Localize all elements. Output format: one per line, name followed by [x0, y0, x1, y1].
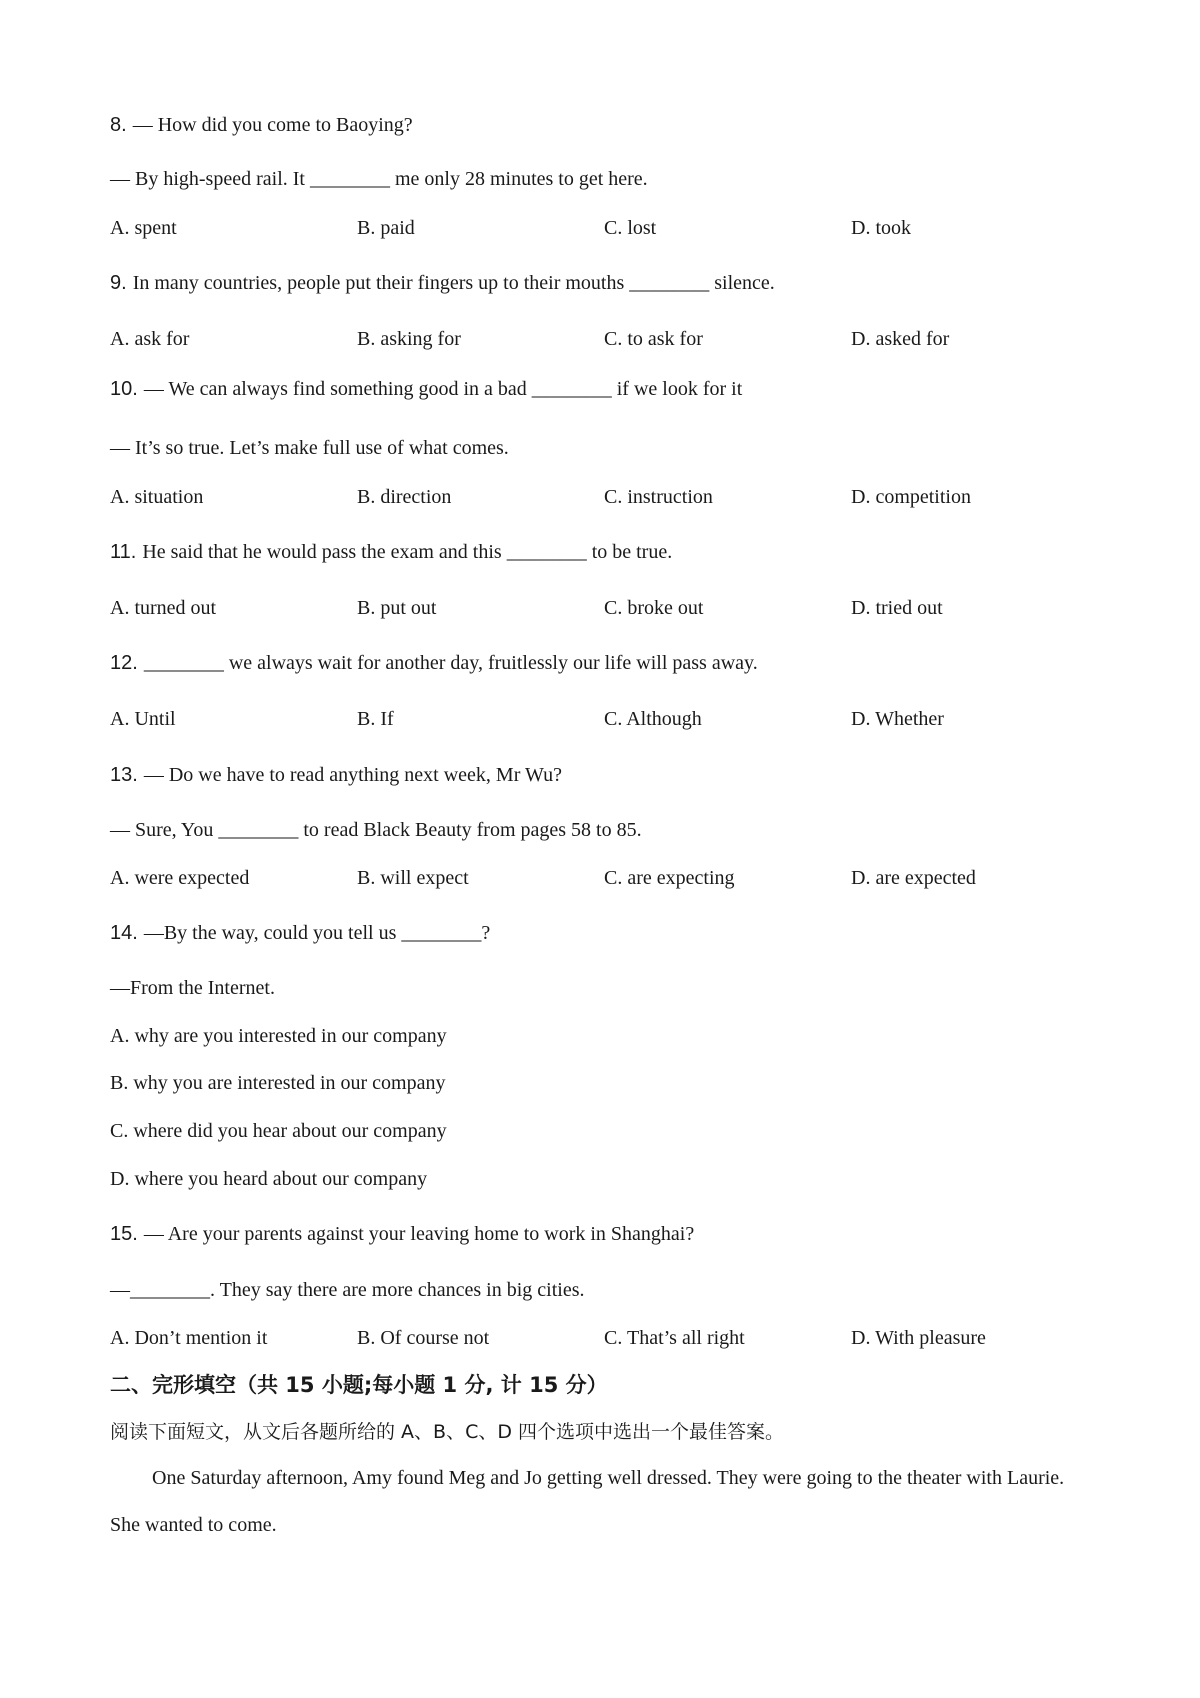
option-b: B. put out [357, 597, 437, 619]
question-15-stem: 15. — Are your parents against your leaving home to work in Shanghai? [110, 1223, 695, 1245]
option-c: C. That’s all right [604, 1327, 745, 1349]
question-14-reply: —From the Internet. [110, 977, 275, 999]
option-a: A. turned out [110, 597, 217, 619]
option-d: D. asked for [851, 328, 950, 350]
question-number: 14. [110, 922, 138, 944]
option-a: A. Until [110, 708, 176, 730]
option-a: A. were expected [110, 867, 250, 889]
option-d: D. took [851, 217, 911, 239]
question-13-reply: — Sure, You ________ to read Black Beauty from pages 58 to 85. [110, 819, 642, 841]
passage-paragraph: One Saturday afternoon, Amy found Meg and Jo getting well dressed. They were going to the theater with Laurie. She wanted to come. [110, 1467, 1065, 1536]
option-c: C. lost [604, 217, 657, 239]
option-c: C. where did you hear about our company [110, 1120, 447, 1142]
question-number: 11. [110, 541, 137, 563]
option-d: D. Whether [851, 708, 944, 730]
option-d: D. With pleasure [851, 1327, 986, 1349]
question-14-stem: 14. —By the way, could you tell us ________? [110, 922, 491, 944]
question-10-stem: 10. — We can always find something good in a bad ________ if we look for it [110, 378, 743, 400]
option-d: D. are expected [851, 867, 976, 889]
option-c: C. are expecting [604, 867, 735, 889]
section-heading: 二、完形填空（共 15 小题;每小题 1 分, 计 15 分） [110, 1373, 608, 1397]
question-9-stem: 9. In many countries, people put their fingers up to their mouths ________ silence. [110, 272, 775, 294]
question-15-reply: —________. They say there are more chances in big cities. [110, 1279, 585, 1301]
question-8-stem: 8. — How did you come to Baoying? [110, 114, 413, 136]
option-b: B. If [357, 708, 394, 730]
question-number: 8. [110, 114, 127, 136]
question-10-reply: — It’s so true. Let’s make full use of what comes. [110, 437, 509, 459]
option-b: B. Of course not [357, 1327, 490, 1349]
option-a: A. spent [110, 217, 177, 239]
question-number: 13. [110, 764, 138, 786]
option-a: A. situation [110, 486, 204, 508]
option-b: B. direction [357, 486, 452, 508]
option-a: A. ask for [110, 328, 190, 350]
option-c: C. Although [604, 708, 702, 730]
question-11-stem: 11. He said that he would pass the exam and this ________ to be true. [110, 541, 673, 563]
question-number: 9. [110, 272, 127, 294]
section-instruction: 阅读下面短文，从文后各题所给的 A、B、C、D 四个选项中选出一个最佳答案。 [110, 1421, 785, 1443]
option-c: C. broke out [604, 597, 704, 619]
option-a: A. Don’t mention it [110, 1327, 268, 1349]
option-b: B. why you are interested in our company [110, 1072, 446, 1094]
option-a: A. why are you interested in our company [110, 1025, 447, 1047]
question-number: 12. [110, 652, 138, 674]
option-b: B. asking for [357, 328, 461, 350]
option-d: D. competition [851, 486, 971, 508]
question-number: 15. [110, 1223, 138, 1245]
option-d: D. where you heard about our company [110, 1168, 428, 1190]
question-number: 10. [110, 378, 138, 400]
question-13-stem: 13. — Do we have to read anything next week, Mr Wu? [110, 764, 562, 786]
option-c: C. instruction [604, 486, 713, 508]
question-8-reply: — By high-speed rail. It ________ me only 28 minutes to get here. [110, 168, 648, 190]
option-b: B. paid [357, 217, 415, 239]
option-b: B. will expect [357, 867, 469, 889]
question-12-stem: 12. ________ we always wait for another day, fruitlessly our life will pass away. [110, 652, 758, 674]
option-d: D. tried out [851, 597, 943, 619]
option-c: C. to ask for [604, 328, 703, 350]
